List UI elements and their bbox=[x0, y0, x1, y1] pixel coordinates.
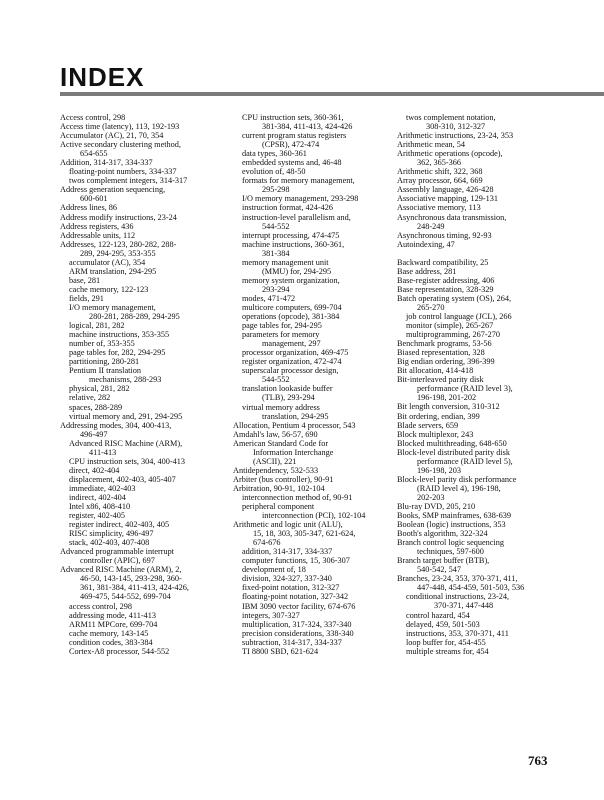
index-entry: number of, 353-355 bbox=[69, 339, 135, 349]
index-entry: fixed-point notation, 312-327 bbox=[242, 583, 340, 593]
index-entry: RISC simplicity, 496-497 bbox=[69, 529, 154, 539]
index-column-2 bbox=[233, 113, 396, 656]
index-entry: Batch operating system (OS), 264, bbox=[397, 293, 512, 303]
index-column-1 bbox=[60, 113, 230, 656]
index-entry: Bit ordering, endian, 399 bbox=[397, 411, 480, 421]
index-entry: (RAID level 4), 196-198, bbox=[417, 483, 501, 493]
index-entry: Big endian ordering, 396-399 bbox=[397, 357, 495, 367]
index-entry: formats for memory management, bbox=[242, 176, 355, 186]
index-entry: Blu-ray DVD, 205, 210 bbox=[397, 501, 476, 511]
index-entry: Backward compatibility, 25 bbox=[397, 257, 489, 267]
index-entry: Bit allocation, 414-418 bbox=[397, 366, 474, 376]
index-entry: techniques, 597-600 bbox=[417, 547, 484, 557]
index-entry: Bit length conversion, 310-312 bbox=[397, 402, 500, 412]
index-entry: Benchmark programs, 53-56 bbox=[397, 339, 492, 349]
index-entry: Addressing modes, 304, 400-413, bbox=[60, 420, 172, 430]
index-entry: Intel x86, 408-410 bbox=[69, 502, 131, 512]
index-entry: instructions, 353, 370-371, 411 bbox=[406, 628, 509, 638]
index-entry: Arithmetic shift, 322, 368 bbox=[397, 167, 483, 177]
index-entry: memory system organization, bbox=[242, 275, 340, 285]
index-entry: Addressable units, 112 bbox=[60, 230, 136, 240]
index-entry: virtual memory address bbox=[242, 402, 320, 412]
index-entry: Base representation, 328-329 bbox=[397, 284, 494, 294]
index-entry: American Standard Code for bbox=[233, 438, 329, 448]
index-entry: indirect, 402-404 bbox=[69, 492, 126, 502]
index-entry: 196-198, 201-202 bbox=[417, 393, 477, 403]
index-entry: fields, 291 bbox=[69, 293, 104, 303]
index-entry: access control, 298 bbox=[69, 601, 132, 611]
index-entry: 362, 365-366 bbox=[417, 158, 461, 168]
index-entry: twos complement integers, 314-317 bbox=[69, 176, 188, 186]
index-entry: 265-270 bbox=[417, 302, 445, 312]
index-entry: Bit-interleaved parity disk bbox=[397, 375, 484, 385]
index-entry: precision considerations, 338-340 bbox=[242, 628, 354, 638]
index-entry: integers, 307-327 bbox=[242, 610, 300, 620]
index-entry: twos complement notation, bbox=[406, 113, 496, 122]
index-entry: Branches, 23-24, 353, 370-371, 411, bbox=[397, 574, 518, 584]
index-entry: Arbiter (bus controller), 90-91 bbox=[233, 474, 334, 484]
index-entry: instruction format, 424-426 bbox=[242, 203, 333, 213]
index-entry: Addition, 314-317, 334-337 bbox=[60, 158, 153, 168]
index-entry: Base-register addressing, 406 bbox=[397, 275, 495, 285]
index-entry: floating-point notation, 327-342 bbox=[242, 592, 349, 602]
index-entry: logical, 281, 282 bbox=[69, 321, 125, 331]
index-entry: register organization, 472-474 bbox=[242, 357, 342, 367]
index-entry: virtual memory and, 291, 294-295 bbox=[69, 411, 183, 421]
index-entry: Blade servers, 659 bbox=[397, 420, 459, 430]
index-entry: direct, 402-404 bbox=[69, 465, 120, 475]
index-entry: translation lookaside buffer bbox=[242, 384, 333, 394]
index-entry: 496-497 bbox=[80, 429, 108, 439]
index-entry: displacement, 402-403, 405-407 bbox=[69, 474, 176, 484]
index-entry: peripheral component bbox=[242, 502, 315, 512]
index-entry: Access time (latency), 113, 192-193 bbox=[60, 122, 180, 132]
index-entry: 447-448, 454-459, 501-503, 536 bbox=[417, 583, 525, 593]
index-entry: I/O memory management, bbox=[69, 302, 156, 312]
index-entry: Advanced programmable interrupt bbox=[60, 547, 175, 557]
index-entry: immediate, 402-403 bbox=[69, 483, 136, 493]
index-entry: Books, SMP mainframes, 638-639 bbox=[397, 511, 512, 521]
index-entry: ARM11 MPCore, 699-704 bbox=[69, 619, 158, 629]
index-entry: data types, 360-361 bbox=[242, 149, 307, 159]
index-entry: 381-384, 411-413, 424-426 bbox=[262, 122, 353, 132]
index-entry: stack, 402-403, 407-408 bbox=[69, 538, 150, 548]
index-entry: 46-50, 143-145, 293-298, 360- bbox=[80, 574, 182, 584]
page-title: INDEX bbox=[60, 62, 145, 92]
index-entry: 196-198, 203 bbox=[417, 465, 461, 475]
index-entry: Arithmetic operations (opcode), bbox=[397, 149, 503, 159]
index-entry: (TLB), 293-294 bbox=[262, 393, 315, 403]
index-entry: (CPSR), 472-474 bbox=[262, 140, 320, 150]
index-entry: Arithmetic and logic unit (ALU), bbox=[233, 520, 343, 530]
index-entry: conditional instructions, 23-24, bbox=[406, 592, 510, 602]
index-entry: Block-level parity disk performance bbox=[397, 474, 517, 484]
index-entry: Asynchronous timing, 92-93 bbox=[397, 230, 492, 240]
index-entry: development of, 18 bbox=[242, 565, 306, 575]
index-entry: I/O memory management, 293-298 bbox=[242, 194, 359, 204]
index-entry: performance (RAID level 5), bbox=[417, 456, 513, 466]
index-entry: 654-655 bbox=[80, 149, 108, 159]
index-entry: addition, 314-317, 334-337 bbox=[242, 547, 333, 557]
index-entry: processor organization, 469-475 bbox=[242, 348, 349, 358]
index-entry: 370-371, 447-448 bbox=[434, 601, 494, 611]
index-entry: 280-281, 288-289, 294-295 bbox=[89, 312, 180, 322]
index-entry: accumulator (AC), 354 bbox=[69, 257, 146, 267]
index-entry: Address registers, 436 bbox=[60, 221, 134, 231]
index-entry: 381-384 bbox=[262, 248, 290, 258]
index-entry: machine instructions, 353-355 bbox=[69, 330, 170, 340]
index-entry: multiplication, 317-324, 337-340 bbox=[242, 619, 352, 629]
index-entry: 544-552 bbox=[262, 375, 290, 385]
index-entry: Branch control logic sequencing bbox=[397, 538, 504, 548]
index-entry: addressing mode, 411-413 bbox=[69, 610, 156, 620]
index-entry: 544-552 bbox=[262, 221, 290, 231]
title-rule bbox=[60, 92, 604, 96]
index-entry: 202-203 bbox=[417, 492, 445, 502]
index-entry: Boolean (logic) instructions, 353 bbox=[397, 520, 506, 530]
index-entry: Amdahl's law, 56-57, 690 bbox=[233, 429, 318, 439]
index-entry: Address modify instructions, 23-24 bbox=[60, 212, 177, 222]
index-entry: parameters for memory bbox=[242, 330, 320, 340]
index-entry: management, 297 bbox=[262, 339, 321, 349]
index-entry: Arbitration, 90-91, 102-104 bbox=[233, 483, 325, 493]
index-entry: 540-542, 547 bbox=[417, 565, 461, 575]
index-entry: base, 281 bbox=[69, 275, 101, 285]
index-entry: Block-level distributed parity disk bbox=[397, 447, 510, 457]
index-entry: Pentium II translation bbox=[69, 366, 141, 376]
index-entry: machine instructions, 360-361, bbox=[242, 239, 345, 249]
index-entry: condition codes, 383-384 bbox=[69, 637, 153, 647]
index-entry: CPU instruction sets, 304, 400-413 bbox=[69, 456, 185, 466]
index-entry: Autoindexing, 47 bbox=[397, 239, 455, 249]
index-entry: embedded systems and, 46-48 bbox=[242, 158, 342, 168]
index-entry: Allocation, Pentium 4 processor, 543 bbox=[233, 420, 356, 430]
index-entry: job control language (JCL), 266 bbox=[406, 311, 512, 321]
index-entry: 469-475, 544-552, 699-704 bbox=[80, 592, 171, 602]
index-entry: cache memory, 122-123 bbox=[69, 284, 149, 294]
index-entry: spaces, 288-289 bbox=[69, 402, 123, 412]
index-entry: Arithmetic instructions, 23-24, 353 bbox=[397, 131, 514, 141]
index-entry: Address generation sequencing, bbox=[60, 185, 166, 195]
index-entry: 15, 18, 303, 305-347, 621-624, bbox=[253, 529, 356, 539]
index-entry: multiple streams for, 454 bbox=[406, 646, 489, 656]
index-entry: register indirect, 402-403, 405 bbox=[69, 520, 170, 530]
index-entry: register, 402-405 bbox=[69, 511, 126, 521]
index-entry: interconnection method of, 90-91 bbox=[242, 492, 353, 502]
index-entry: Assembly language, 426-428 bbox=[397, 185, 494, 195]
index-entry: Associative memory, 113 bbox=[397, 203, 481, 213]
index-entry: control hazard, 454 bbox=[406, 610, 470, 620]
index-entry: delayed, 459, 501-503 bbox=[406, 619, 480, 629]
index-entry: Branch target buffer (BTB), bbox=[397, 556, 490, 566]
index-entry: instruction-level parallelism and, bbox=[242, 212, 351, 222]
page-number: 763 bbox=[528, 753, 548, 768]
index-entry: floating-point numbers, 334-337 bbox=[69, 167, 177, 177]
index-entry: Active secondary clustering method, bbox=[60, 140, 181, 150]
index-entry: partitioning, 280-281 bbox=[69, 357, 140, 367]
index-entry: 600-601 bbox=[80, 194, 108, 204]
index-entry: Booth's algorithm, 322-324 bbox=[397, 529, 488, 539]
index-entry: TI 8800 SBD, 621-624 bbox=[242, 646, 319, 656]
index-entry: current program status registers bbox=[242, 131, 347, 141]
index-entry: Base address, 281 bbox=[397, 266, 457, 276]
index-entry: operations (opcode), 381-384 bbox=[242, 312, 340, 322]
index-entry: Advanced RISC Machine (ARM), 2, bbox=[60, 565, 182, 575]
index-entry: Blocked multithreading, 648-650 bbox=[397, 438, 507, 448]
index-entry: IBM 3090 vector facility, 674-676 bbox=[242, 601, 356, 611]
index-entry: computer functions, 15, 306-307 bbox=[242, 556, 350, 566]
index-entry: loop buffer for, 454-455 bbox=[406, 637, 486, 647]
index-entry: monitor (simple), 265-267 bbox=[406, 321, 494, 331]
index-entry: 289, 294-295, 353-355 bbox=[80, 248, 156, 258]
index-entry: multiprogramming, 267-270 bbox=[406, 330, 500, 340]
index-entry: Associative mapping, 129-131 bbox=[397, 194, 499, 204]
index-column-3 bbox=[397, 113, 597, 656]
index-entry: Block multiplexor, 243 bbox=[397, 429, 474, 439]
index-entry: superscalar processor design, bbox=[242, 366, 339, 376]
index-entry: Arithmetic mean, 54 bbox=[397, 140, 466, 150]
index-entry: Access control, 298 bbox=[60, 113, 126, 122]
index-entry: physical, 281, 282 bbox=[69, 384, 130, 394]
index-entry: translation, 294-295 bbox=[262, 411, 329, 421]
index-entry: modes, 471-472 bbox=[242, 293, 296, 303]
index-entry: cache memory, 143-145 bbox=[69, 628, 149, 638]
index-entry: Antidependency, 532-533 bbox=[233, 465, 319, 475]
index-entry: controller (APIC), 697 bbox=[80, 556, 155, 566]
index-entry: 295-298 bbox=[262, 185, 290, 195]
index-entry: Address lines, 86 bbox=[60, 203, 118, 213]
index-entry: subtraction, 314-317, 334-337 bbox=[242, 637, 342, 647]
index-entry: interrupt processing, 474-475 bbox=[242, 230, 340, 240]
index-entry: multicore computers, 699-704 bbox=[242, 302, 342, 312]
index-entry: Biased representation, 328 bbox=[397, 348, 485, 358]
index-entry: Advanced RISC Machine (ARM), bbox=[69, 438, 183, 448]
index-entry: performance (RAID level 3), bbox=[417, 384, 513, 394]
index-entry: Asynchronous data transmission, bbox=[397, 212, 507, 222]
index-entry: Array processor, 664, 669 bbox=[397, 176, 483, 186]
index-entry: 293-294 bbox=[262, 284, 290, 294]
index-entry: Information Interchange bbox=[253, 447, 334, 457]
index-entry: 674-676 bbox=[253, 538, 281, 548]
index-entry: evolution of, 48-50 bbox=[242, 167, 306, 177]
index-entry: ARM translation, 294-295 bbox=[69, 266, 157, 276]
index-entry: 411-413 bbox=[89, 447, 117, 457]
section-gap bbox=[397, 249, 597, 258]
index-entry: Accumulator (AC), 21, 70, 354 bbox=[60, 131, 164, 141]
index-entry: interconnection (PCI), 102-104 bbox=[262, 511, 366, 521]
index-entry: 308-310, 312-327 bbox=[426, 122, 486, 132]
index-entry: 361, 381-384, 411-413, 424-426, bbox=[80, 583, 189, 593]
index-entry: page tables for, 294-295 bbox=[242, 321, 322, 331]
index-entry: CPU instruction sets, 360-361, bbox=[242, 113, 344, 122]
index-entry: division, 324-327, 337-340 bbox=[242, 574, 332, 584]
index-entry: memory management unit bbox=[242, 257, 329, 267]
index-entry: relative, 282 bbox=[69, 393, 111, 403]
index-entry: Cortex-A8 processor, 544-552 bbox=[69, 646, 170, 656]
index-entry: page tables for, 282, 294-295 bbox=[69, 348, 166, 358]
index-entry: mechanisms, 288-293 bbox=[89, 375, 162, 385]
index-entry: 248-249 bbox=[417, 221, 445, 231]
index-entry: (MMU) for, 294-295 bbox=[262, 266, 332, 276]
index-entry: (ASCII), 221 bbox=[253, 456, 297, 466]
index-entry: Addresses, 122-123, 280-282, 288- bbox=[60, 239, 177, 249]
